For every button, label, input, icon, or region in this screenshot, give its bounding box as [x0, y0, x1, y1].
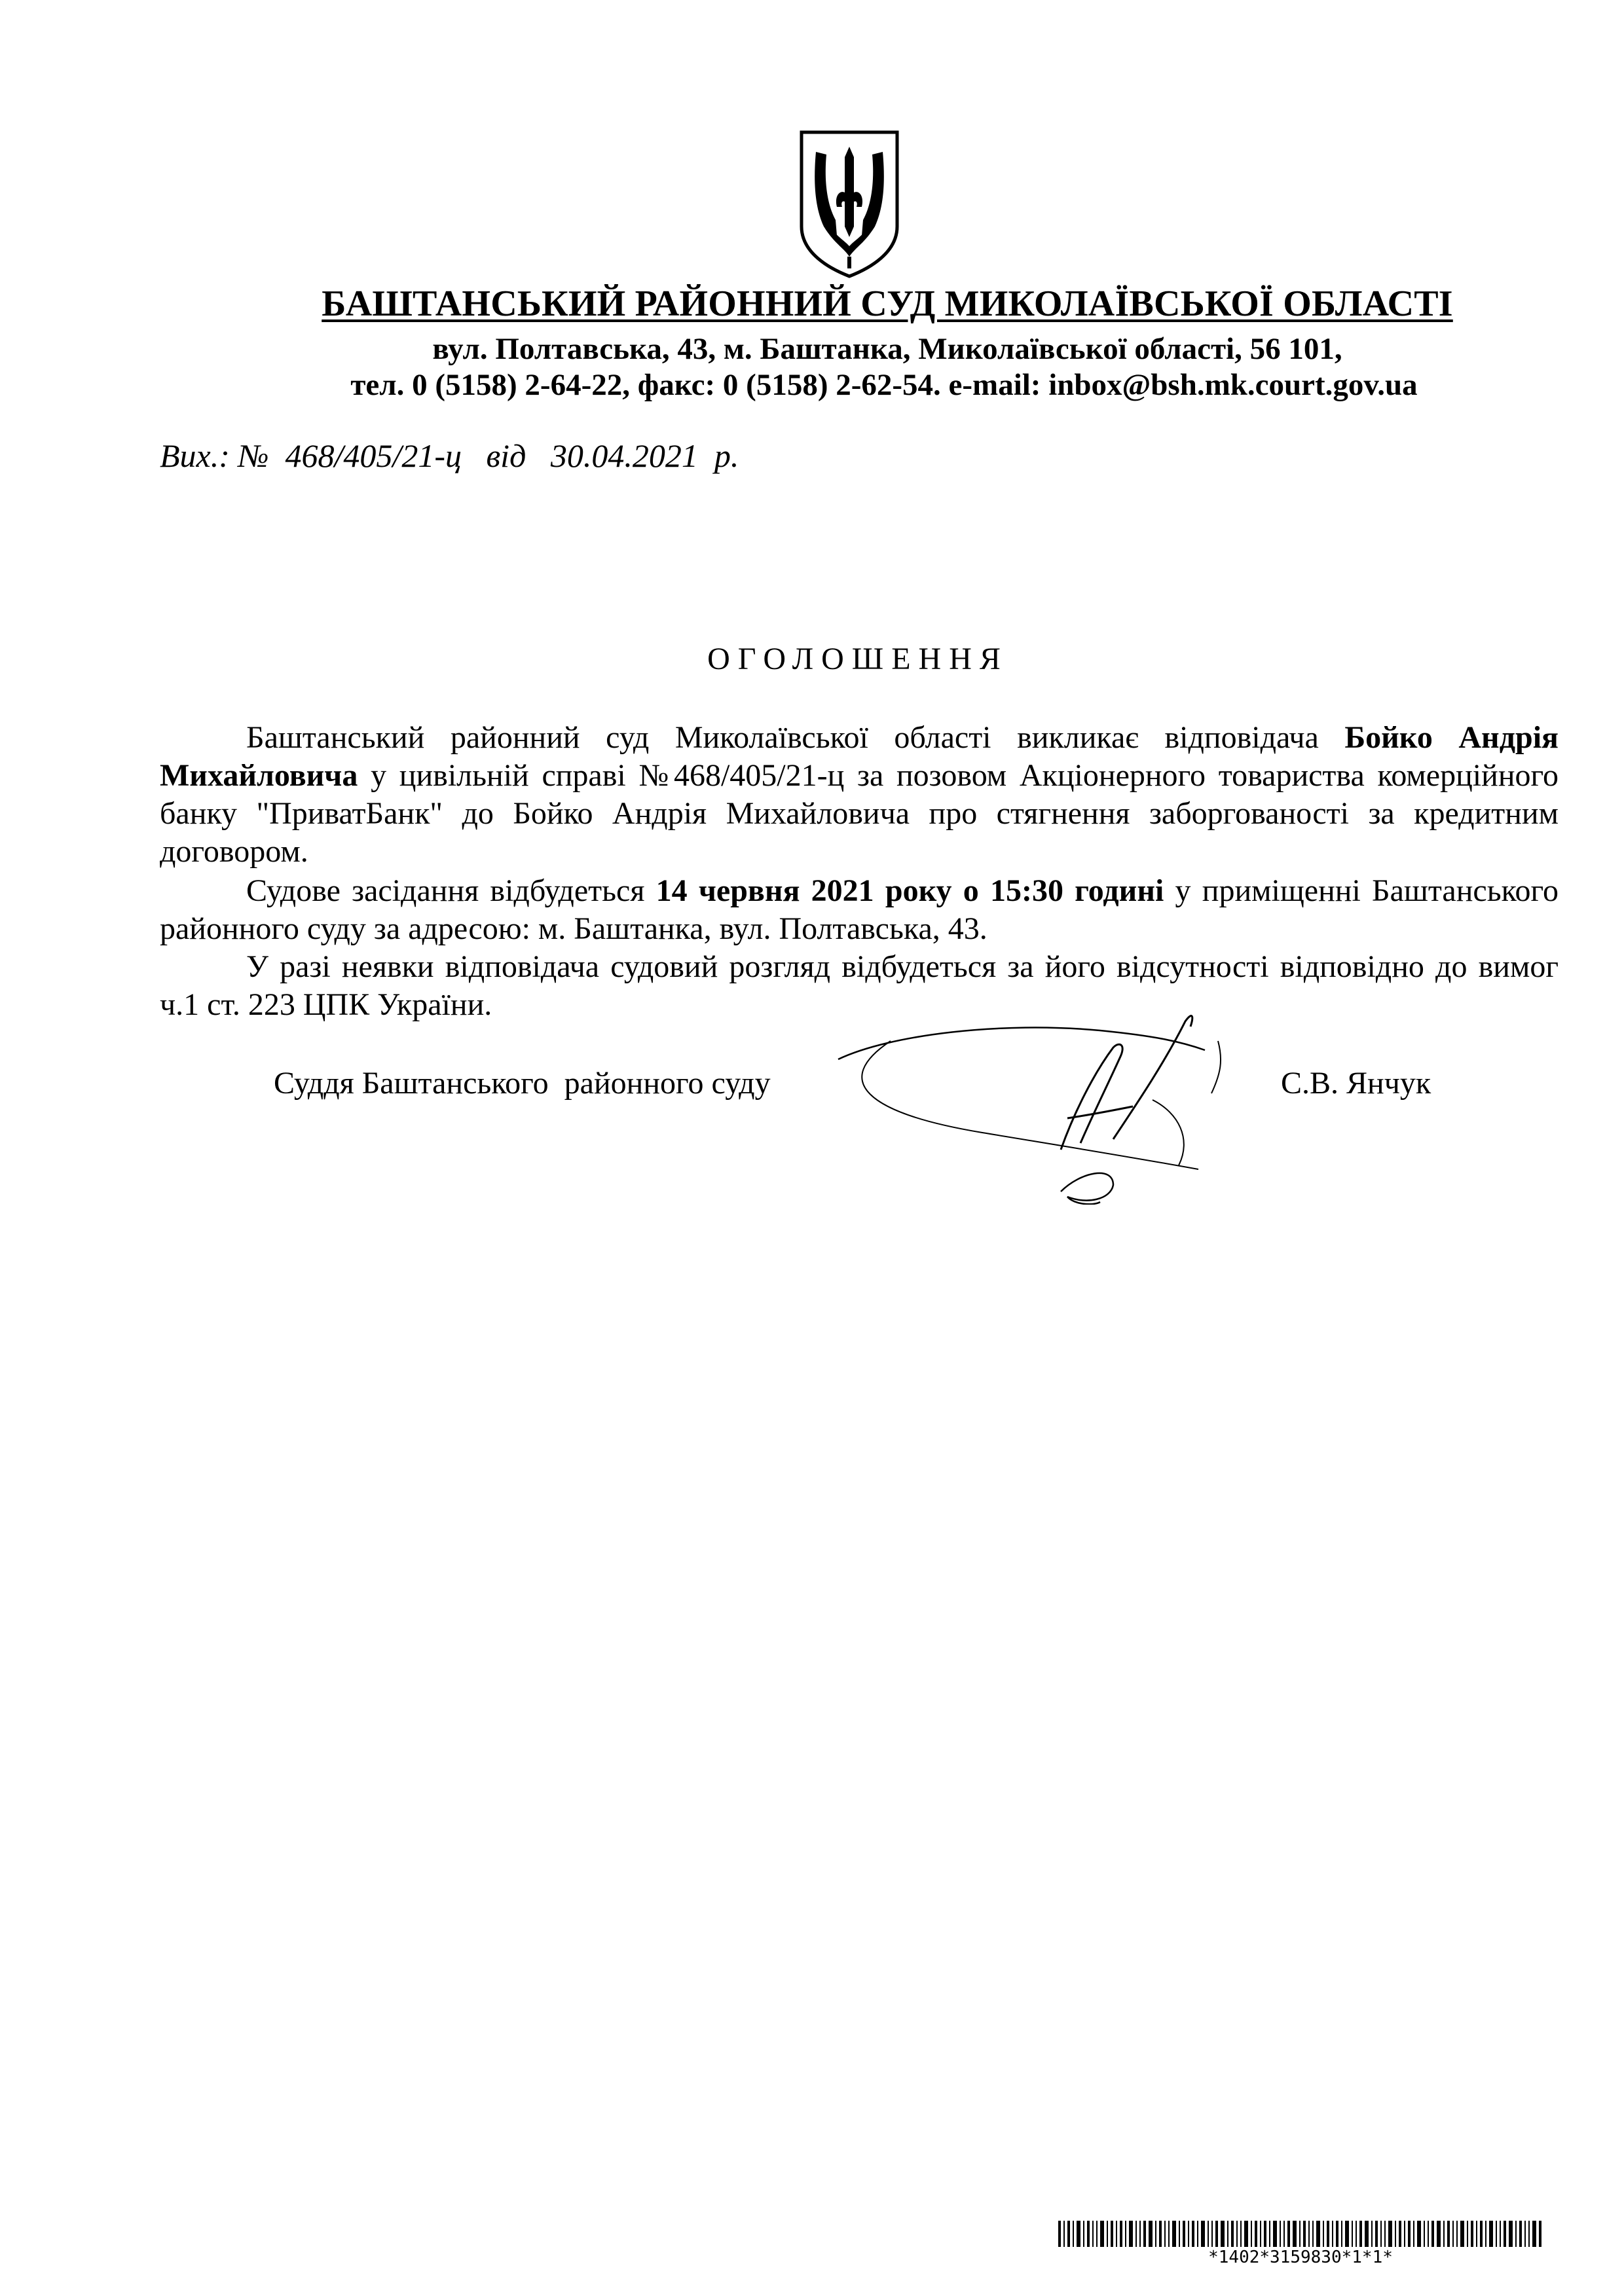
handwritten-signature	[786, 943, 1257, 1205]
court-name: БАШТАНСЬКИЙ РАЙОННИЙ СУД МИКОЛАЇВСЬКОЇ ОБЛАСТІ	[322, 283, 1453, 324]
barcode	[1058, 2221, 1543, 2247]
hearing-datetime: 14 червня 2021 року о 15:30 годині	[655, 873, 1164, 908]
notice-paragraph-3: У разі неявки відповідача судовий розгляд відбудеться за його відсутності відповідно до вимог ч.1 ст. 223 ЦПК України.	[160, 949, 1559, 1022]
coat-of-arms-icon	[798, 128, 901, 279]
outgoing-date: 30.04.2021	[550, 437, 698, 474]
judge-role: Суддя Баштанського районного суду	[274, 1066, 771, 1101]
court-contacts: тел. 0 (5158) 2-64-22, факс: 0 (5158) 2-62-54. e-mail: inbox@bsh.mk.court.gov.ua	[350, 368, 1418, 402]
barcode-text: *1402*3159830*1*1*	[1208, 2248, 1393, 2267]
defendant-name: Бойко Андрія Михайловича	[160, 720, 1559, 793]
notice-paragraph-2: Судове засідання відбудеться 14 червня 2021 року о 15:30 годині у приміщенні Баштанського районного суду за адресою: м. Баштанка, вул. Полтавська, 43.	[160, 873, 1559, 946]
outgoing-number: 468/405/21-ц	[285, 437, 462, 474]
notice-paragraph-1: Баштанський районний суд Миколаївської області викликає відповідача Бойко Андрія Михайловича у цивільній справі №468/405/21-ц за позовом Акціонерного товариства комерційного банку "ПриватБанк" до Бойко Андрія Михайловича про стягнення заборгованості за кредитним договором.	[160, 720, 1559, 869]
outgoing-suffix: р.	[714, 437, 739, 474]
outgoing-reference	[160, 436, 739, 475]
notice-title: ОГОЛОШЕННЯ	[707, 642, 1008, 676]
court-name-heading	[0, 283, 1624, 325]
outgoing-label: Вих.: №	[160, 437, 269, 474]
court-address: вул. Полтавська, 43, м. Баштанка, Миколаївської області, 56 101,	[432, 332, 1342, 366]
outgoing-from-label: від	[486, 437, 526, 474]
judge-name: С.В. Янчук	[1281, 1066, 1431, 1101]
